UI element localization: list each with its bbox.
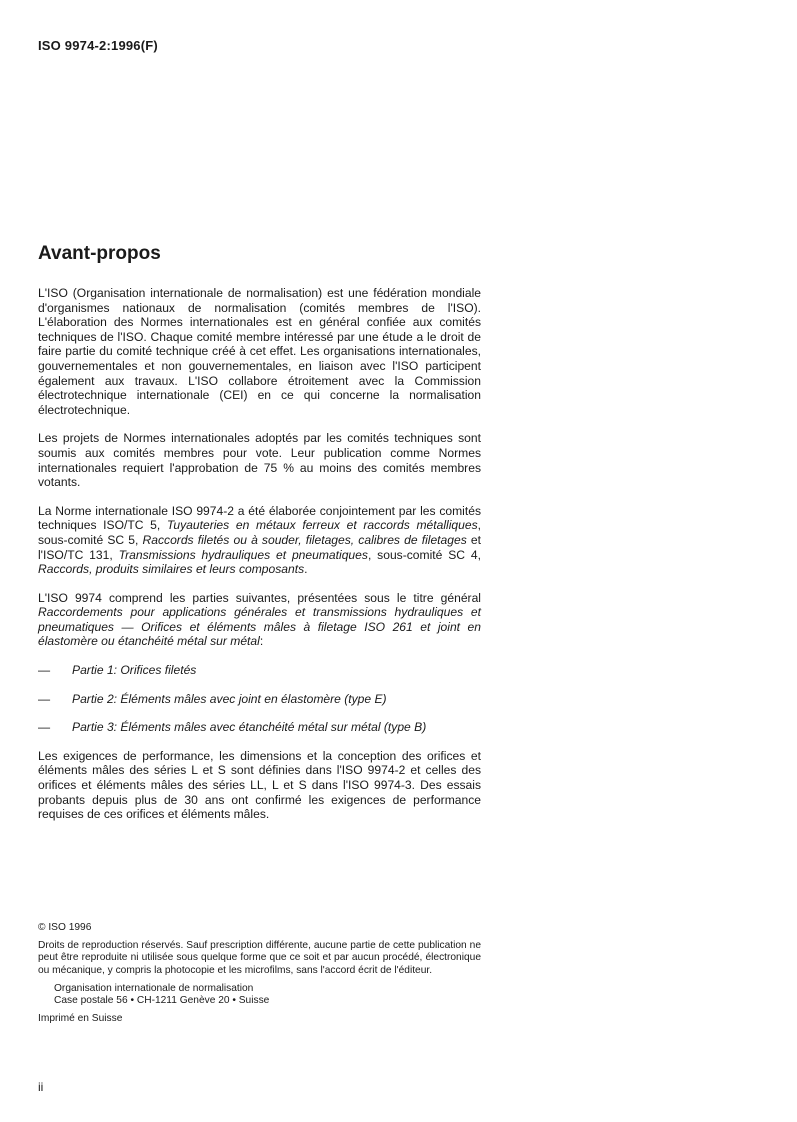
paragraph-performance: Les exigences de performance, les dimensions et la conception des orifices et éléments mâles des séries L et S sont définies dans l'ISO 9974-2 et celles des orifices et éléments mâles des séries LL, L et S dans l'ISO 9974-3. Des essais probants depuis plus de 30 ans ont confirmé les exigences de performance requises de ces orifices et éléments mâles.	[38, 748, 481, 822]
foreword-body	[38, 286, 481, 836]
list-item: — Partie 2: Éléments mâles avec joint en élastomère (type E)	[38, 691, 387, 706]
subcommittee-title-sc4: Raccords, produits similaires et leurs composants	[38, 562, 305, 577]
postal-address: Case postale 56 • CH-1211 Genève 20 • Suisse	[54, 995, 270, 1007]
subcommittee-title-sc5: Raccords filetés ou à souder, filetages, calibres de filetages	[142, 532, 467, 547]
copyright-block	[38, 922, 481, 1025]
document-reference: ISO 9974-2:1996(F)	[38, 38, 158, 53]
section-title: Avant-propos	[38, 243, 161, 264]
paragraph-parts-intro: L'ISO 9974 comprend les parties suivantes, présentées sous le titre général Raccordements pour applications générales et transmissions hydrauliques et pneumatiques — Orifices et éléments mâles à filetage ISO 261 et joint en élastomère ou étanchéité métal sur métal:	[38, 590, 481, 649]
general-title: Raccordements pour applications générales et transmissions hydrauliques et pneumatiques — Orifices et éléments mâles à filetage ISO 261 et joint en élastomère ou étanchéité métal sur métal	[38, 605, 481, 649]
list-item: — Partie 1: Orifices filetés	[38, 663, 197, 678]
organisation-name: Organisation internationale de normalisation	[54, 982, 254, 994]
page-number: ii	[38, 1080, 44, 1094]
part-label: Partie 1: Orifices filetés	[72, 663, 197, 678]
copyright-line: © ISO 1996	[38, 922, 92, 933]
committee-title-tc5: Tuyauteries en métaux ferreux et raccords métalliques	[166, 518, 478, 533]
part-label: Partie 3: Éléments mâles avec étanchéité métal sur métal (type B)	[72, 720, 427, 735]
paragraph-voting: Les projets de Normes internationales adoptés par les comités techniques sont soumis aux comités membres pour vote. Leur publication comme Normes internationales requiert l'approbation de 75 % au moins des comités membres votants.	[38, 431, 481, 490]
list-item: — Partie 3: Éléments mâles avec étanchéité métal sur métal (type B)	[38, 720, 427, 735]
parts-list	[38, 663, 481, 735]
organisation-address	[38, 983, 481, 1007]
part-label: Partie 2: Éléments mâles avec joint en élastomère (type E)	[72, 691, 387, 706]
committee-title-tc131: Transmissions hydrauliques et pneumatiques	[118, 547, 368, 562]
paragraph-committees: La Norme internationale ISO 9974-2 a été élaborée conjointement par les comités techniques ISO/TC 5, Tuyauteries en métaux ferreux et raccords métalliques, sous-comité SC 5, Raccords filetés ou à souder, filetages, calibres de filetages et l'ISO/TC 131, Transmissions hydrauliques et pneumatiques, sous-comité SC 4, Raccords, produits similaires et leurs composants.	[38, 503, 481, 577]
rights-notice: Droits de reproduction réservés. Sauf prescription différente, aucune partie de cette publication ne peut être reproduite ni utilisée sous quelque forme que ce soit et par aucun procédé, électronique ou mécanique, y compris la photocopie et les microfilms, sans l'accord écrit de l'éditeur.	[38, 940, 481, 976]
printed-in: Imprimé en Suisse	[38, 1013, 123, 1025]
paragraph-iso-intro: L'ISO (Organisation internationale de normalisation) est une fédération mondiale d'organismes nationaux de normalisation (comités membres de l'ISO). L'élaboration des Normes internationales est en général confiée aux comités techniques de l'ISO. Chaque comité membre intéressé par une étude a le droit de faire partie du comité technique créé à cet effet. Les organisations internationales, gouvernementales et non gouvernementales, en liaison avec l'ISO participent également aux travaux. L'ISO collabore étroitement avec la Commission électrotechnique internationale (CEI) en ce qui concerne la normalisation électrotechnique.	[38, 286, 481, 417]
